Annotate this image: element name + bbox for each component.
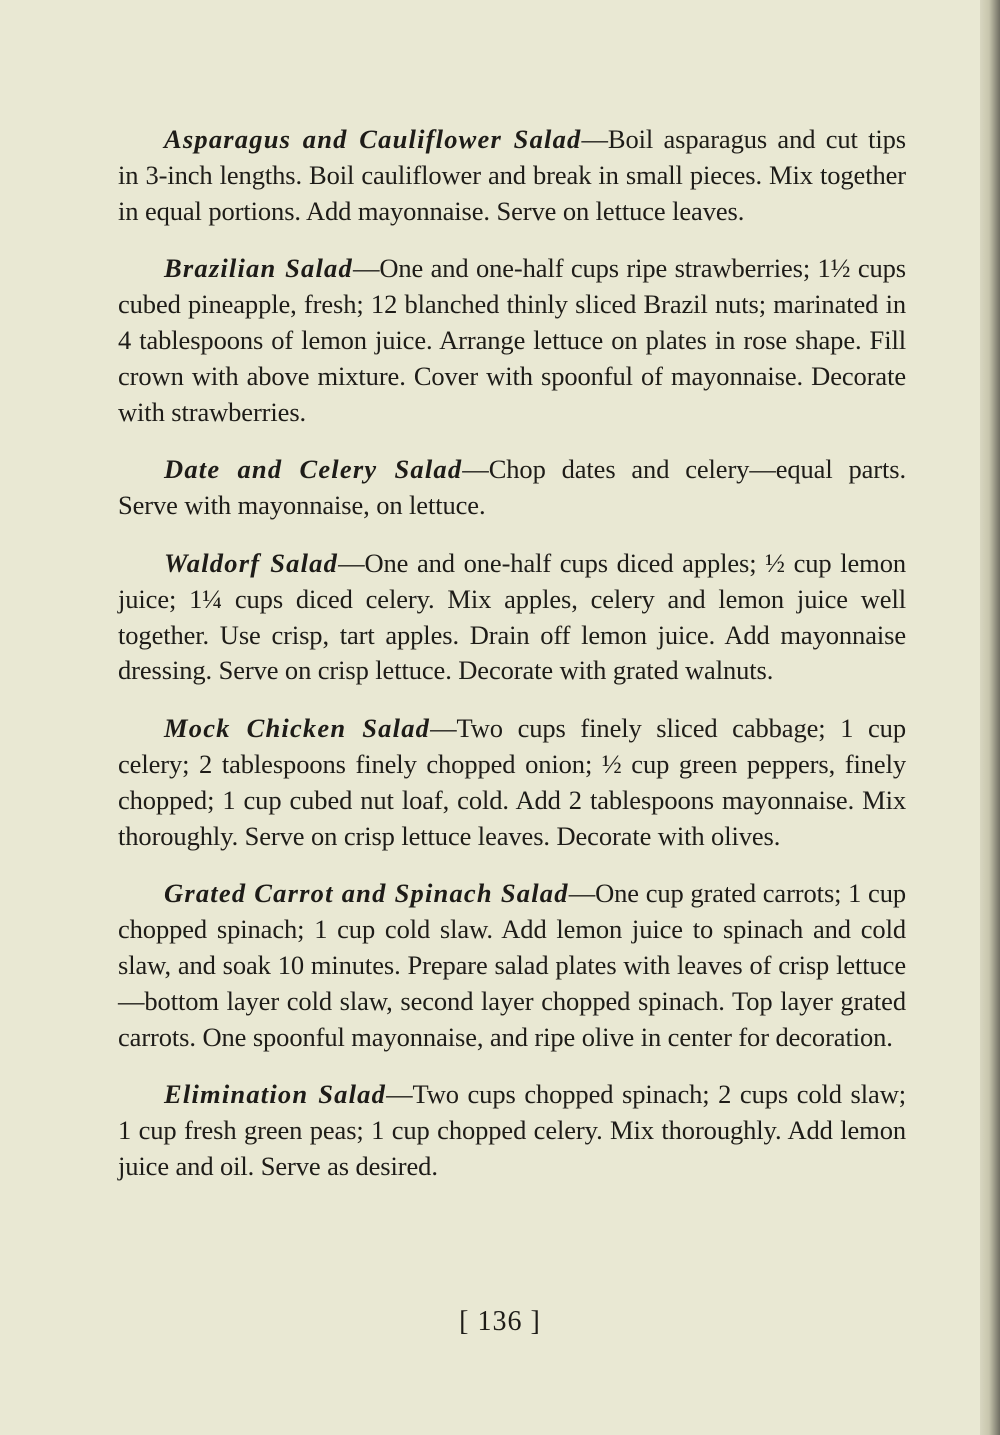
recipe-text: Boil asparagus and cut tips in 3-inch lengths. Boil cauliflower and break in small pieces. Mix together in equal portions. Add mayonnaise. Serve on lettuce leaves. [118, 124, 906, 226]
recipe-title: Date and Celery Salad [164, 454, 463, 485]
recipe-title: Elimination Salad [164, 1079, 387, 1110]
recipe-date-celery [118, 452, 906, 524]
title-separator: — [568, 878, 596, 909]
recipe-waldorf [118, 546, 906, 689]
title-separator: — [386, 1079, 413, 1110]
recipe-asparagus-cauliflower [118, 122, 906, 229]
recipe-title: Asparagus and Cauliflower Salad [164, 124, 582, 154]
recipe-text: One cup grated carrots; 1 cup chopped spinach; 1 cup cold slaw. Add lemon juice to spinach and cold slaw, and soak 10 minutes. Prepare salad plates with leaves of crisp lettuce—bottom layer cold slaw, second layer chopped spinach. Top layer grated carrots. One spoonful mayonnaise, and ripe olive in center for decoration. [118, 878, 906, 1052]
recipe-brazilian [118, 251, 906, 430]
recipe-list [118, 122, 906, 1207]
title-separator: — [462, 454, 489, 485]
recipe-text: One and one-half cups ripe strawberries; 1½ cups cubed pineapple, fresh; 12 blanched thinly sliced Brazil nuts; marinated in 4 tablespoons of lemon juice. Arrange lettuce on plates in rose shape. Fill crown with above mixture. Cover with spoonful of mayonnaise. Decorate with strawberries. [118, 253, 906, 427]
recipe-text: Two cups chopped spinach; 2 cups cold slaw; 1 cup fresh green peas; 1 cup chopped celery. Mix thoroughly. Add lemon juice and oil. Serve as desired. [118, 1079, 906, 1181]
recipe-title: Brazilian Salad [164, 253, 353, 284]
title-separator: — [338, 547, 365, 578]
recipe-mock-chicken [118, 711, 906, 854]
recipe-title: Mock Chicken Salad [164, 713, 431, 744]
page-number: [ 136 ] [459, 1306, 541, 1337]
title-separator: — [430, 713, 457, 744]
recipe-elimination [118, 1077, 906, 1184]
recipe-text: Two cups finely sliced cabbage; 1 cup celery; 2 tablespoons finely chopped onion; ½ cup green peppers, finely chopped; 1 cup cubed nut loaf, cold. Add 2 tablespoons mayonnaise. Mix thoroughly. Serve on crisp lettuce leaves. Decorate with olives. [118, 713, 906, 851]
page-edge [980, 0, 1000, 1435]
title-separator: — [352, 253, 380, 284]
recipe-carrot-spinach [118, 876, 906, 1055]
recipe-text: Chop dates and celery—equal parts. Serve with mayonnaise, on lettuce. [118, 454, 906, 521]
title-separator: — [581, 124, 608, 154]
recipe-title: Waldorf Salad [164, 547, 339, 578]
recipe-title: Grated Carrot and Spinach Salad [164, 878, 569, 909]
recipe-text: One and one-half cups diced apples; ½ cup lemon juice; 1¼ cups diced celery. Mix apples, celery and lemon juice well together. Use crisp, tart apples. Drain off lemon juice. Add mayonnaise dressing. Serve on crisp lettuce. Decorate with grated walnuts. [118, 547, 906, 686]
